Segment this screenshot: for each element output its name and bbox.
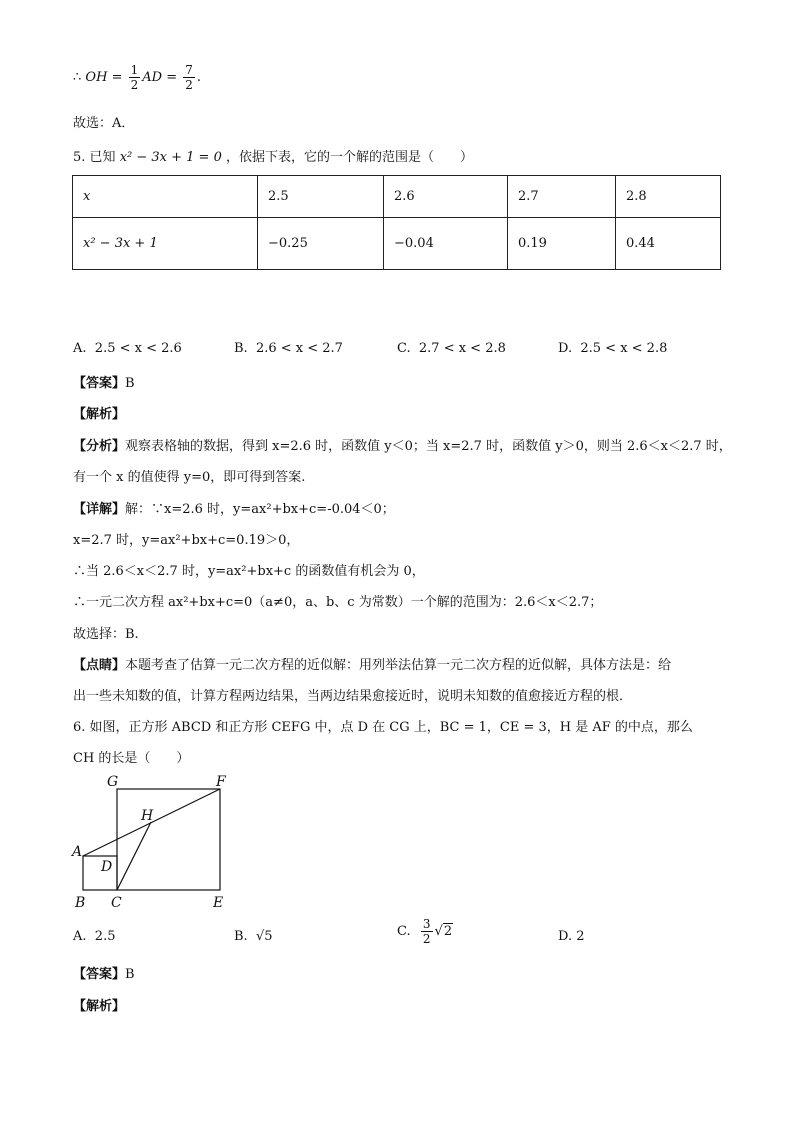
ad-text: AD xyxy=(142,70,163,85)
q5-stem-rest: ，依据下表，它的一个解的范围是（ ） xyxy=(226,150,474,165)
option-label: D. xyxy=(558,929,573,944)
option-text: 2.5 xyxy=(94,929,116,944)
q6-answer xyxy=(73,963,135,982)
oh-text: OH xyxy=(85,70,108,85)
option-text: 2.7 < x < 2.8 xyxy=(418,341,506,356)
option-text: 2.6 < x < 2.7 xyxy=(255,341,343,356)
label-a: A xyxy=(72,844,83,860)
fraction-numerator: 7 xyxy=(185,63,193,77)
fraction-numerator: 3 xyxy=(422,917,431,931)
fenxi-tag: 【分析】 xyxy=(73,439,126,454)
table-cell: 2.8 xyxy=(616,176,721,218)
q5-answer xyxy=(73,372,135,391)
option-label: C. xyxy=(397,341,411,356)
answer-value: B xyxy=(125,376,135,391)
table-row xyxy=(73,176,721,218)
equals-sign: = xyxy=(111,70,123,85)
option-label: B. xyxy=(234,929,248,944)
q6-option-c xyxy=(397,918,453,945)
q6-stem-line-2: CH 的长是（ ） xyxy=(73,751,190,766)
option-label: B. xyxy=(234,341,248,356)
xiangjie-text: 解：∵x=2.6 时，y=ax²+bx+c=-0.04＜0； xyxy=(125,502,395,517)
oh-formula xyxy=(73,64,201,91)
option-text: 2 xyxy=(576,929,585,944)
q5-value-table xyxy=(72,175,721,270)
q5-xiangjie-line-4: ∴一元二次方程 ax²+bx+c=0（a≠0，a、b、c 为常数）一个解的范围为：2.6＜x＜2.7； xyxy=(73,595,603,610)
radicand: 2 xyxy=(443,924,453,939)
fenxi-text: 观察表格轴的数据，得到 x=2.6 时，函数值 y＜0；当 x=2.7 时，函数值 y＞0，则当 2.6＜x＜2.7 时， xyxy=(125,439,732,454)
option-label: A. xyxy=(73,929,87,944)
q5-number: 5. 已知 xyxy=(73,150,116,165)
square-cefg xyxy=(117,789,220,890)
option-label: A. xyxy=(73,341,87,356)
option-text: 2.5 < x < 2.8 xyxy=(580,341,668,356)
q5-analysis-tag: 【解析】 xyxy=(73,407,126,422)
table-cell: −0.25 xyxy=(258,218,384,270)
therefore-symbol: ∴ xyxy=(73,70,82,85)
q5-fenxi-line-2: 有一个 x 的值使得 y=0，即可得到答案. xyxy=(73,470,306,485)
answer-tag: 【答案】 xyxy=(73,376,126,391)
fraction-denominator: 2 xyxy=(185,78,193,92)
sqrt-two: √2 xyxy=(434,924,453,939)
label-h: H xyxy=(141,808,154,824)
q6-stem-line-1: 6. 如图，正方形 ABCD 和正方形 CEFG 中，点 D 在 CG 上，BC = 1，CE = 3，H 是 AF 的中点，那么 xyxy=(73,720,693,735)
q5-xiangjie-line-3: ∴当 2.6＜x＜2.7 时，y=ax²+bx+c 的函数值有机会为 0， xyxy=(73,564,425,579)
label-e: E xyxy=(213,895,224,911)
q5-option-b xyxy=(234,341,343,356)
q5-xiangjie-line-1 xyxy=(73,498,395,517)
q6-analysis-tag: 【解析】 xyxy=(73,999,126,1014)
table-cell: −0.04 xyxy=(384,218,508,270)
equals-sign: = xyxy=(166,70,178,85)
prev-choice: 故选：A． xyxy=(73,116,135,131)
answer-tag: 【答案】 xyxy=(73,967,126,982)
fraction-half xyxy=(129,64,141,91)
q5-xiangjie-line-2: x=2.7 时，y=ax²+bx+c=0.19＞0， xyxy=(73,533,300,548)
dianjing-tag: 【点睛】 xyxy=(73,658,126,673)
period: . xyxy=(196,70,202,85)
label-d: D xyxy=(101,859,113,875)
table-cell: 2.5 xyxy=(258,176,384,218)
option-label: D. xyxy=(558,341,573,356)
table-cell: 2.6 xyxy=(384,176,508,218)
option-text: 2.5 < x < 2.6 xyxy=(94,341,182,356)
table-cell: x xyxy=(73,176,258,218)
table-cell: 0.19 xyxy=(508,218,616,270)
q5-dianjing-line-2: 出一些未知数的值，计算方程两边结果，当两边结果愈接近时，说明未知数的值愈接近方程的根． xyxy=(73,689,633,704)
table-cell: x² − 3x + 1 xyxy=(73,218,258,270)
fraction-numerator: 1 xyxy=(130,63,139,77)
fraction-three-halves xyxy=(421,918,433,945)
q6-geometry-figure xyxy=(65,768,245,913)
table-cell: 2.7 xyxy=(508,176,616,218)
dianjing-text: 本题考查了估算一元二次方程的近似解：用列举法估算一元二次方程的近似解，具体方法是：给 xyxy=(125,658,672,673)
table-row xyxy=(73,218,721,270)
xiangjie-tag: 【详解】 xyxy=(73,502,126,517)
q5-equation: x² − 3x + 1 = 0 xyxy=(119,150,222,165)
q6-option-a xyxy=(73,929,115,944)
fraction-seven-halves xyxy=(183,64,195,91)
label-f: F xyxy=(216,774,226,790)
q5-stem xyxy=(73,146,473,165)
q5-choice: 故选择：B. xyxy=(73,627,139,642)
table-cell: 0.44 xyxy=(616,218,721,270)
q5-option-c xyxy=(397,341,506,356)
label-b: B xyxy=(75,895,86,911)
q5-dianjing-line-1 xyxy=(73,654,671,673)
label-g: G xyxy=(107,774,119,790)
q5-fenxi-line-1 xyxy=(73,435,732,454)
option-label: C. xyxy=(397,924,411,939)
q5-option-d xyxy=(558,341,667,356)
q6-option-b xyxy=(234,929,273,944)
label-c: C xyxy=(111,895,122,911)
fraction-denominator: 2 xyxy=(130,78,139,92)
option-text: √5 xyxy=(255,929,273,944)
answer-value: B xyxy=(125,967,135,982)
fraction-denominator: 2 xyxy=(422,932,431,946)
q5-option-a xyxy=(73,341,182,356)
q6-option-d xyxy=(558,929,585,944)
segment-ch xyxy=(117,822,151,890)
